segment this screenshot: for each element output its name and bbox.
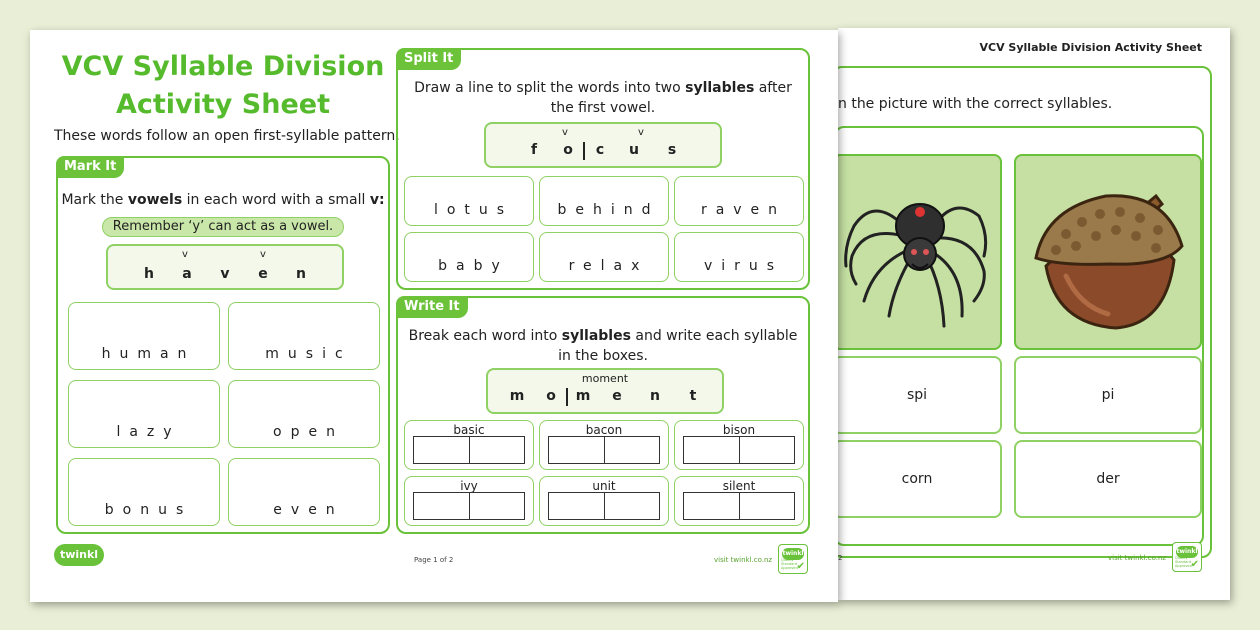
acorn-card [1014, 154, 1202, 350]
acorn-picture [1016, 156, 1200, 348]
word-box[interactable]: lazy [68, 380, 220, 448]
quality-badge-icon: twinkl Quality Standard Approved ✔ [1172, 542, 1202, 572]
word-box[interactable]: human [68, 302, 220, 370]
write-box[interactable]: bacon [539, 420, 669, 470]
write-it-example [486, 368, 724, 414]
visit-link[interactable]: visit twinkl.co.nz [714, 556, 773, 564]
write-box[interactable]: unit [539, 476, 669, 526]
word-box[interactable]: bonus [68, 458, 220, 526]
page-2-visit-link[interactable]: visit twinkl.co.nz [1108, 554, 1167, 562]
example-word-label: moment [581, 372, 629, 385]
write-box[interactable]: basic [404, 420, 534, 470]
word-box[interactable]: music [228, 302, 380, 370]
split-it-instruction: Draw a line to split the words into two syllables after the first vowel. [414, 80, 792, 116]
page-subtitle: These words follow an open first-syllable pattern. [54, 128, 400, 144]
example-word: f o c u s [530, 142, 677, 158]
mark-it-example: v v h a v e n [106, 244, 344, 290]
syllable-card[interactable]: corn [832, 440, 1002, 518]
quality-badge-icon: twinkl Quality Standard Approved ✔ [778, 544, 808, 574]
example-word: h a v e n [144, 266, 306, 282]
write-box[interactable]: bison [674, 420, 804, 470]
page-title: VCV Syllable Division Activity Sheet [61, 51, 385, 120]
write-it-tab: Write It [396, 296, 468, 318]
remember-note: Remember ‘y’ can act as a vowel. [102, 217, 344, 237]
activity-sheet-page-2 [838, 28, 1230, 600]
mark-it-instruction: Mark the vowels in each word with a small v: [61, 192, 385, 208]
spider-card [832, 154, 1002, 350]
page-2-page-number: 2 [838, 554, 843, 562]
syllable-card[interactable]: der [1014, 440, 1202, 518]
split-it-example: v v f o c u s [484, 122, 722, 168]
mark-it-panel [56, 156, 390, 534]
write-box[interactable]: silent [674, 476, 804, 526]
word-box[interactable]: relax [539, 232, 669, 282]
syllable-card[interactable]: pi [1014, 356, 1202, 434]
page-2-instruction: n the picture with the correct syllables. [838, 96, 1113, 112]
word-box[interactable]: raven [674, 176, 804, 226]
word-box[interactable]: even [228, 458, 380, 526]
page-2-header-title: VCV Syllable Division Activity Sheet [979, 41, 1202, 54]
activity-sheet-page-1 [30, 30, 838, 602]
page-number: Page 1 of 2 [414, 556, 454, 564]
write-it-instruction: Break each word into syllables and write each syllable in the boxes. [408, 328, 798, 364]
spider-picture [834, 156, 1000, 348]
write-box[interactable]: ivy [404, 476, 534, 526]
syllable-card[interactable]: spi [832, 356, 1002, 434]
word-box[interactable]: open [228, 380, 380, 448]
write-it-panel [396, 296, 810, 534]
word-box[interactable]: baby [404, 232, 534, 282]
example-word: m o m e n t [509, 388, 697, 404]
split-it-panel [396, 48, 810, 290]
twinkl-logo: twinkl [54, 544, 104, 566]
word-box[interactable]: lotus [404, 176, 534, 226]
word-box[interactable]: behind [539, 176, 669, 226]
word-box[interactable]: virus [674, 232, 804, 282]
mark-it-tab: Mark It [56, 156, 124, 178]
split-it-tab: Split It [396, 48, 461, 70]
